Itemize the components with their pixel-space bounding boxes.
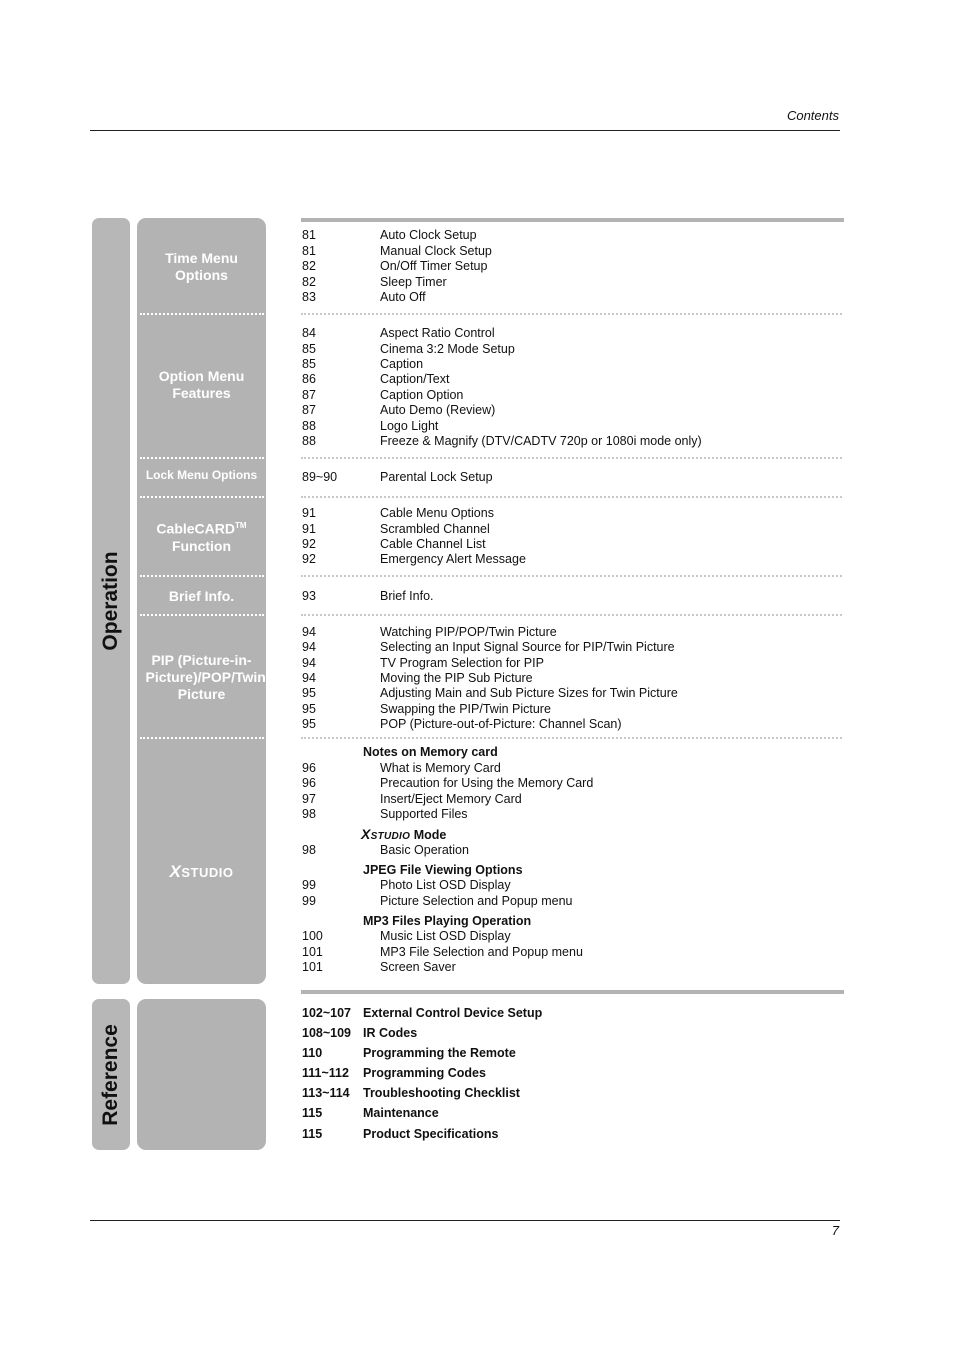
section-tab-reference: [92, 999, 130, 1150]
header-section-label: Contents: [786, 108, 839, 123]
toc-separator: [301, 496, 842, 498]
category-cablecard: [137, 500, 266, 572]
section-tab-reference-label: Reference: [99, 1023, 122, 1126]
category-xstudio-logo: XSTUDIO: [169, 862, 234, 881]
toc-separator: [301, 614, 842, 616]
toc-separator: [301, 575, 842, 577]
category-separator: [140, 457, 264, 459]
toc-separator: [301, 313, 842, 315]
toc-separator: [301, 457, 842, 459]
category-brief-info: [137, 579, 266, 613]
category-pip-label: PIP (Picture-in-Picture)/POP/Twin Picture: [145, 651, 266, 702]
category-brief-info-label: Brief Info.: [168, 587, 235, 604]
header-rule: [90, 130, 840, 131]
category-separator: [140, 614, 264, 616]
category-time-menu-label: Time Menu Options: [165, 250, 238, 283]
category-separator: [140, 313, 264, 315]
toc-separator: [301, 737, 842, 739]
category-separator: [140, 575, 264, 577]
toc-subheading-memory-card: Notes on Memory card: [363, 745, 498, 759]
category-lock-menu-label: Lock Menu Options: [145, 467, 258, 482]
category-time-menu: [137, 222, 266, 312]
category-lock-menu: [137, 461, 266, 489]
section-tab-operation: [92, 218, 130, 984]
operation-top-bar: [301, 218, 844, 222]
reference-top-bar: [301, 990, 844, 994]
category-column-reference: [137, 999, 266, 1150]
toc-subheading-jpeg: JPEG File Viewing Options: [363, 863, 523, 877]
toc-subheading-xstudio-mode: XSTUDIO Mode: [361, 826, 447, 842]
category-separator: [140, 737, 264, 739]
category-separator: [140, 496, 264, 498]
xstudio-inline-logo: XSTUDIO: [361, 826, 411, 842]
category-cablecard-label: CableCARD: [156, 520, 235, 537]
category-option-menu: [137, 316, 266, 454]
page-number: 7: [831, 1223, 839, 1238]
trademark-mark: TM: [235, 521, 247, 531]
toc-subheading-mp3: MP3 Files Playing Operation: [363, 914, 532, 928]
category-pip: [137, 618, 266, 736]
footer-rule: [90, 1220, 840, 1221]
category-cablecard-function: Function: [171, 537, 232, 554]
section-tab-operation-label: Operation: [99, 551, 122, 651]
category-option-menu-label: Option Menu Features: [158, 368, 245, 401]
